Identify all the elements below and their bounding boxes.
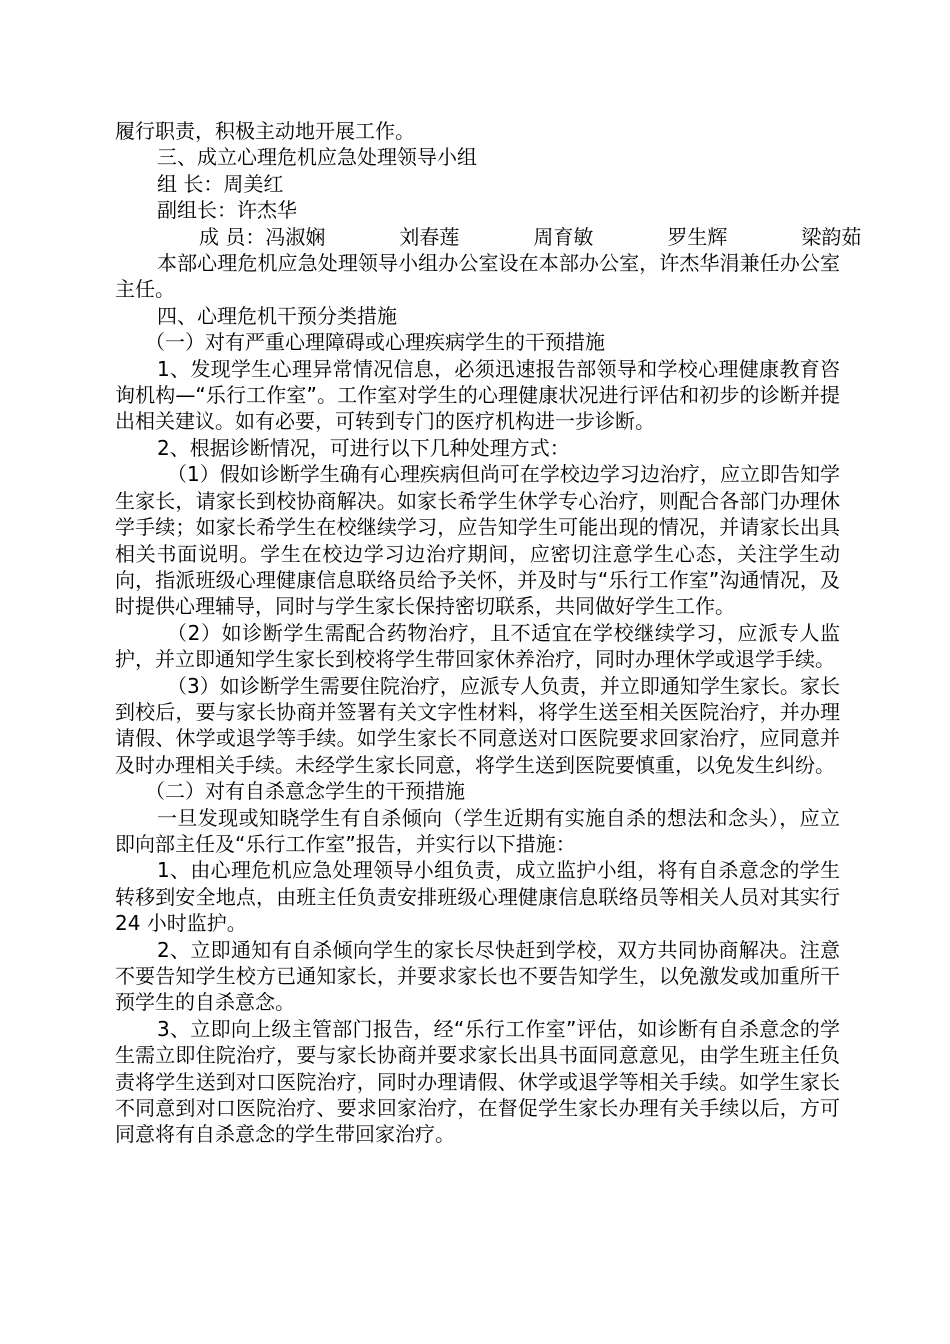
paragraph-sub-1: （1）假如诊断学生确有心理疾病但尚可在学校边学习边治疗，应立即告知学生家长，请家长到校协商解决。如家长希学生休学专心治疗，则配合各部门办理休学手续；如家长希学生在校继续学习，应告知学生可能出现的情况，并请家长出具相关书面说明。学生在校边学习边治疗期间，应密切注意学生心态，关注学生动向，指派班级心理健康信息联络员给予关怀，并及时与“乐行工作室”沟通情况，及时提供心理辅导，同时与学生家长保持密切联系，共同做好学生工作。 [115,462,840,619]
member-name: 周育敏 [533,224,594,249]
office-note: 本部心理危机应急处理领导小组办公室设在本部办公室，许杰华涓兼任办公室主任。 [115,251,840,302]
paragraph-suicide-2: 2、立即通知有自杀倾向学生的家长尽快赶到学校，双方共同协商解决。注意不要告知学生校方已通知家长，并要求家长也不要告知学生，以免激发或加重所干预学生的自杀意念。 [115,937,840,1015]
member-name: 梁韵茹 [801,224,862,249]
member-name: 罗生辉 [667,224,728,249]
document-page [115,118,862,1148]
section-heading-3: 三、成立心理危机应急处理领导小组 [157,145,477,170]
deputy-leader: 副组长：许杰华 [157,198,297,223]
paragraph-suicide-intro: 一旦发现或知晓学生有自杀倾向（学生近期有实施自杀的想法和念头），应立即向部主任及“乐行工作室”报告，并实行以下措施： [115,805,840,856]
subsection-heading-1: （一）对有严重心理障碍或心理疾病学生的干预措施 [145,330,605,355]
section-heading-4: 四、心理危机干预分类措施 [157,303,397,328]
team-members [115,224,862,250]
paragraph-suicide-3: 3、立即向上级主管部门报告，经“乐行工作室”评估，如诊断有自杀意念的学生需立即住院治疗，要与家长协商并要求家长出具书面同意意见，由学生班主任负责将学生送到对口医院治疗，同时办理请假、休学或退学等相关手续。如学生家长不同意到对口医院治疗、要求回家治疗，在督促学生家长办理有关手续以后，方可同意将有自杀意念的学生带回家治疗。 [115,1016,840,1147]
paragraph-item-1: 1、发现学生心理异常情况信息，必须迅速报告部领导和学校心理健康教育咨询机构—“乐行工作室”。工作室对学生的心理健康状况进行评估和初步的诊断并提出相关建议。如有必要，可转到专门的医疗机构进一步诊断。 [115,356,840,434]
paragraph-item-2: 2、根据诊断情况，可进行以下几种处理方式： [157,435,570,460]
paragraph-sub-2: （2）如诊断学生需配合药物治疗，且不适宜在学校继续学习，应派专人监护，并立即通知学生家长到校将学生带回家休养治疗，同时办理休学或退学手续。 [115,620,840,672]
team-leader: 组 长：周美红 [157,171,284,196]
paragraph-continuation: 履行职责，积极主动地开展工作。 [115,119,415,143]
paragraph-suicide-1: 1、由心理危机应急处理领导小组负责，成立监护小组，将有自杀意念的学生转移到安全地点，由班主任负责安排班级心理健康信息联络员等相关人员对其实行 24 小时监护。 [115,858,840,936]
member-name: 刘春莲 [399,224,460,249]
paragraph-sub-3: （3）如诊断学生需要住院治疗，应派专人负责，并立即通知学生家长。家长到校后，要与家长协商并签署有关文字性材料，将学生送至相关医院治疗，并办理请假、休学或退学等手续。如学生家长不同意送对口医院要求回家治疗，应同意并及时办理相关手续。未经学生家长同意，将学生送到医院要慎重，以免发生纠纷。 [115,673,840,777]
member-label: 成 员：冯淑娴 [199,224,326,249]
subsection-heading-2: （二）对有自杀意念学生的干预措施 [145,779,465,804]
